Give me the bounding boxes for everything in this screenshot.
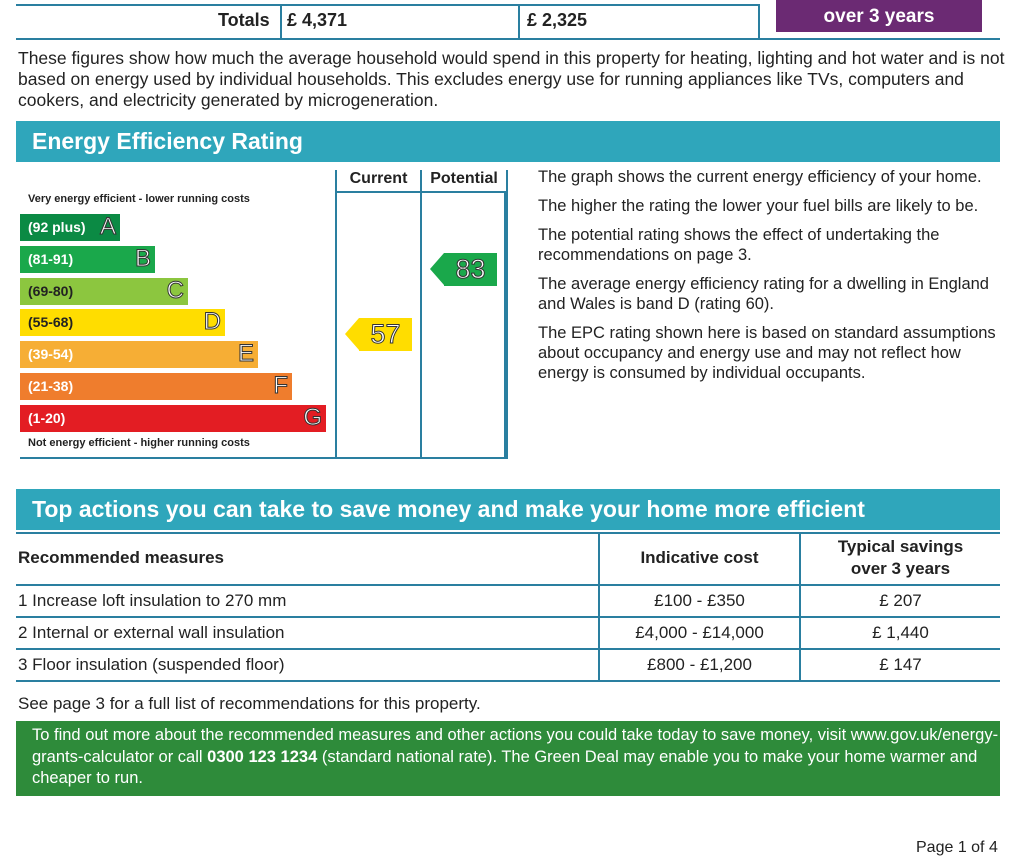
side-paragraph: The EPC rating shown here is based on standard assumptions about occupancy and energy use and may not reflect how energy is consumed by individual occupants. <box>538 324 996 382</box>
actions-title: Top actions you can take to save money and make your home more efficient <box>16 489 1000 530</box>
eer-frame-bottom <box>20 457 508 459</box>
eer-col-head-rule <box>335 191 508 193</box>
savings-cell: £ 207 <box>879 591 922 610</box>
green-deal-text-before: To find out more about the recommended measures and other actions you could take today to save money, visit www.gov.uk/energy-grants-calculator or call <box>32 726 999 766</box>
band-letter: D <box>203 308 221 336</box>
totals-divider-1 <box>280 4 282 38</box>
potential-rating-value: 83 <box>444 253 497 286</box>
savings-cell: £ 1,440 <box>872 623 929 642</box>
eer-bottom-label: Not energy efficient - higher running costs <box>28 437 250 449</box>
band-letter: F <box>273 372 288 399</box>
savings-cell: £ 147 <box>879 655 922 674</box>
band-range: (1-20) <box>28 409 66 426</box>
measure-cell: 2 Internal or external wall insulation <box>18 623 285 642</box>
col-header-cost: Indicative cost <box>640 548 759 567</box>
eer-band-b <box>20 246 155 273</box>
eer-current-left <box>335 170 337 459</box>
band-letter: C <box>166 276 184 304</box>
eer-col-potential: Potential <box>430 170 498 187</box>
cost-cell: £4,000 - £14,000 <box>635 623 764 642</box>
col-header-savings-2: over 3 years <box>850 559 951 578</box>
eer-title: Energy Efficiency Rating <box>16 121 1000 162</box>
green-deal-box <box>16 721 1000 796</box>
green-deal-text <box>16 721 1000 790</box>
band-letter: E <box>237 340 254 368</box>
band-range: (92 plus) <box>28 219 86 235</box>
savings-header-box: over 3 years <box>776 0 982 32</box>
side-paragraph: The average energy efficiency rating for a dwelling in England and Wales is band D (rating 60). <box>538 275 989 313</box>
band-range: (39-54) <box>28 346 74 363</box>
actions-header-bottom <box>16 584 1000 586</box>
cost-cell: £800 - £1,200 <box>647 655 752 674</box>
see-page-note: See page 3 for a full list of recommendations for this property. <box>18 694 481 713</box>
band-letter: B <box>134 244 151 272</box>
band-range: (21-38) <box>28 378 74 394</box>
actions-row-1-bottom <box>16 616 1000 618</box>
totals-divider-3 <box>758 4 760 38</box>
eer-band-f <box>20 373 292 400</box>
measure-cell: 1 Increase loft insulation to 270 mm <box>18 591 287 610</box>
cost-cell: £100 - £350 <box>654 591 745 610</box>
eer-explanation <box>538 167 1008 392</box>
band-range: (81-91) <box>28 250 74 267</box>
col-header-measures: Recommended measures <box>18 548 224 567</box>
eer-top-label: Very energy efficient - lower running costs <box>28 193 250 205</box>
actions-row-3-bottom <box>16 680 1000 682</box>
potential-arrow-tip <box>430 253 444 285</box>
totals-current-cost: £ 4,371 <box>287 10 348 30</box>
totals-divider-2 <box>518 4 520 38</box>
current-rating-arrow <box>345 318 412 351</box>
totals-top-border <box>16 4 758 6</box>
page-number: Page 1 of 4 <box>916 839 998 856</box>
actions-row-2-bottom <box>16 648 1000 650</box>
col-header-savings-1: Typical savings <box>837 537 964 556</box>
band-range: (69-80) <box>28 282 74 299</box>
band-range: (55-68) <box>28 314 74 331</box>
green-deal-text-after: (standard national rate). The Green Deal may enable you to make your home warmer and cheaper to run. <box>32 747 978 787</box>
potential-rating-arrow <box>430 253 497 286</box>
current-rating-value: 57 <box>359 318 412 351</box>
eer-band-d <box>20 309 225 336</box>
actions-header-top <box>16 532 1000 534</box>
side-paragraph: The graph shows the current energy efficiency of your home. <box>538 168 982 186</box>
green-deal-phone: 0300 123 1234 <box>207 747 318 766</box>
band-letter: A <box>99 213 116 240</box>
intro-text: These figures show how much the average household would spend in this property for heating, lighting and hot water and is not based on energy used by individual households. This excludes energy use for running appliances like TVs, computers and cookers, and electricity generated by microgeneration. <box>18 48 1005 110</box>
side-paragraph: The potential rating shows the effect of undertaking the recommendations on page 3. <box>538 226 940 264</box>
totals-label: Totals <box>218 10 270 30</box>
eer-band-e <box>20 341 258 368</box>
eer-band-a <box>20 214 120 241</box>
measure-cell: 3 Floor insulation (suspended floor) <box>18 655 285 674</box>
eer-current-right <box>420 170 422 459</box>
totals-bottom-border <box>16 38 1000 40</box>
eer-col-current: Current <box>349 170 408 187</box>
totals-potential-cost: £ 2,325 <box>527 10 588 30</box>
eer-band-c <box>20 278 188 305</box>
side-paragraph: The higher the rating the lower your fuel bills are likely to be. <box>538 197 979 215</box>
eer-potential-right <box>506 170 508 459</box>
current-arrow-tip <box>345 318 359 350</box>
band-letter: G <box>303 403 322 431</box>
eer-band-g <box>20 405 326 432</box>
